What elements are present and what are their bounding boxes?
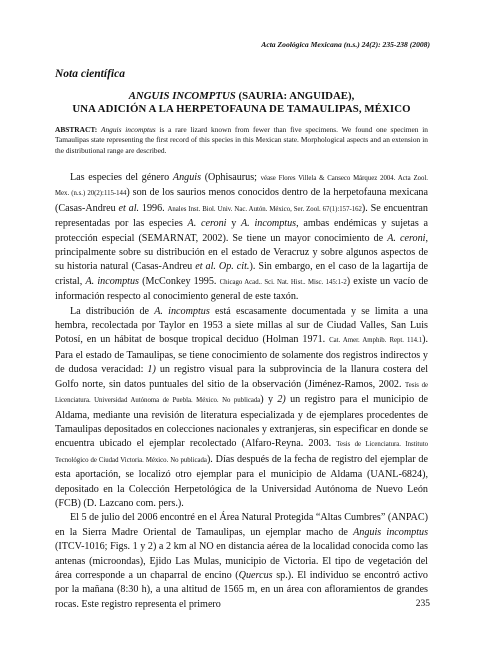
text: (McConkey 1995. xyxy=(142,275,217,287)
abstract-label: ABSTRACT: xyxy=(55,125,98,134)
text: , principalmente sobre su distribución en el estado de Veracruz y sobre algunos aspectos de su historia natural (Casas-Andreu xyxy=(55,232,428,273)
abstract-text: is a rare lizard known from fewer than five specimens. We found one specimen in Tamaulipas state representing the first record of this species in this Mexican state. Morphological aspects and an extension in the distributional range are described. xyxy=(55,125,428,155)
text: , ambas endémicas y sujetas a protección especial (SEMARNAT, 2002). Se tiene un mayor conocimiento de xyxy=(55,218,428,244)
text: ). Días después de la fecha de registro del ejemplar de esta aportación, se localizó otro ejemplar para el municipio de Aldama (UANL-6824), depositado en la Colección Herpetológica de la Universidad Autónoma de Nuevo León (FCB) (D. Lazcano com. pers.). xyxy=(55,453,428,509)
text: un registro para el municipio de Aldama, mediante una revisión de literatura especializada y de ejemplares procedentes de Tamaulipas depositados en colecciones nacionales y extranjeras, sin especificar en donde se encuentra ubicado el ejemplar recolectado (Alfaro-Reyna. 2003. xyxy=(55,394,429,450)
text: ). Sin embargo, en el caso de la lagartija de cristal, xyxy=(55,261,429,287)
text: ). Para el estado de Tamaulipas, se tiene conocimiento de solamente dos registros indirectos y de dudosa veracidad: xyxy=(55,334,428,376)
species-name: A. ceroni xyxy=(187,218,227,230)
running-head: Acta Zoológica Mexicana (n.s.) 24(2): 235-238 (2008) xyxy=(261,40,430,49)
section-label: Nota científica xyxy=(55,68,125,80)
abstract-species: Anguis incomptus xyxy=(100,125,156,134)
article-body xyxy=(55,171,428,612)
article-title xyxy=(55,90,428,116)
et-al: et al. xyxy=(118,202,140,214)
title-species: ANGUIS INCOMPTUS xyxy=(128,90,236,102)
species-name: A. incomptus xyxy=(85,275,139,287)
title-line-2: UNA ADICIÓN A LA HERPETOFAUNA DE TAMAULIPAS, MÉXICO xyxy=(72,103,411,115)
title-taxonomy: (SAURIA: ANGUIDAE), xyxy=(238,90,355,102)
text: un registro visual para la subprovincia de la llanura costera del Golfo norte, sin datos puntuales del sitio de la observación (Jiménez-Ramos, 2002. xyxy=(55,364,429,390)
text: ) y xyxy=(260,394,274,406)
text: sp.). El individuo se encontró activo por la mañana (8:30 h), a una altitud de 1565 m, en un área con afloramientos de grandes rocas. Este registro representa el primero xyxy=(55,569,428,610)
citation: Anales Inst. Biol. Univ. Nac. Autón. México, Ser. Zool. 67(1):157-162 xyxy=(167,205,362,213)
text: ). Se encuentran representadas por las especies xyxy=(55,202,428,230)
text: El 5 de julio del 2006 encontré en el Área Natural Protegida “Altas Cumbres” (ANPAC) en la Sierra Madre Oriental de Tamaulipas, un ejemplar macho de xyxy=(55,512,428,538)
citation: Chicago Acad.. Sci. Nat. Hist.. Misc. 145:1-2 xyxy=(219,278,347,286)
list-number: 2) xyxy=(277,394,286,406)
genus-name: Quercus xyxy=(238,569,273,581)
species-name: A. incomptus xyxy=(241,218,297,230)
citation: véase Flores Villela & Canseco Márquez 2004. Acta Zool. Mex. (n.s.) 20(2):115-144 xyxy=(55,175,429,198)
citation: Cat. Amer. Amphib. Rept. 114.1 xyxy=(329,337,423,345)
text: La distribución de xyxy=(70,305,150,317)
citation: Tesis de Licenciatura. Universidad Autónoma de Puebla. México. No publicada xyxy=(55,381,428,405)
text: ) existe un vacío de información respecto al conocimiento general de este taxón. xyxy=(55,275,429,303)
species-name: Anguis incomptus xyxy=(353,526,429,538)
page-number: 235 xyxy=(415,599,430,609)
citation: Tesis de Licenciatura. Instituto Tecnológico de Ciudad Victoria. México. No publicada xyxy=(55,441,429,464)
text: está escasamente documentada y se limita a una hembra, recolectada por Taylor en 1953 a siete millas al sur de Ciudad Valles, San Luis Potosí, en un hábitat de bosque tropical deciduo (Holman 1971. xyxy=(55,305,429,346)
text: Las especies del género xyxy=(70,172,170,183)
paragraph-3 xyxy=(55,511,428,612)
paragraph-2 xyxy=(55,305,428,512)
text: y xyxy=(231,218,237,230)
species-name: A. incomptus xyxy=(154,305,210,317)
title-line-1 xyxy=(55,90,428,103)
list-number: 1) xyxy=(147,364,156,376)
text: 1996. xyxy=(141,202,165,214)
species-name: A. ceroni xyxy=(387,232,426,244)
text: (Ophisaurus; xyxy=(204,172,257,183)
genus-name: Anguis xyxy=(172,172,202,183)
paragraph-1 xyxy=(55,171,428,305)
text: ) son de los saurios menos conocidos dentro de la herpetofauna mexicana (Casas-Andreu xyxy=(55,187,428,214)
abstract xyxy=(55,125,428,156)
text: (ITCV-1016; Figs. 1 y 2) a 2 km al NO en distancia aérea de la localidad conocida como las antenas (microondas), Ejido Las Mulas, municipio de Victoria. El tipo de vegetación del área corresponde a un chaparral de encino ( xyxy=(55,541,428,581)
et-al: et al. Op. cit. xyxy=(195,261,250,273)
